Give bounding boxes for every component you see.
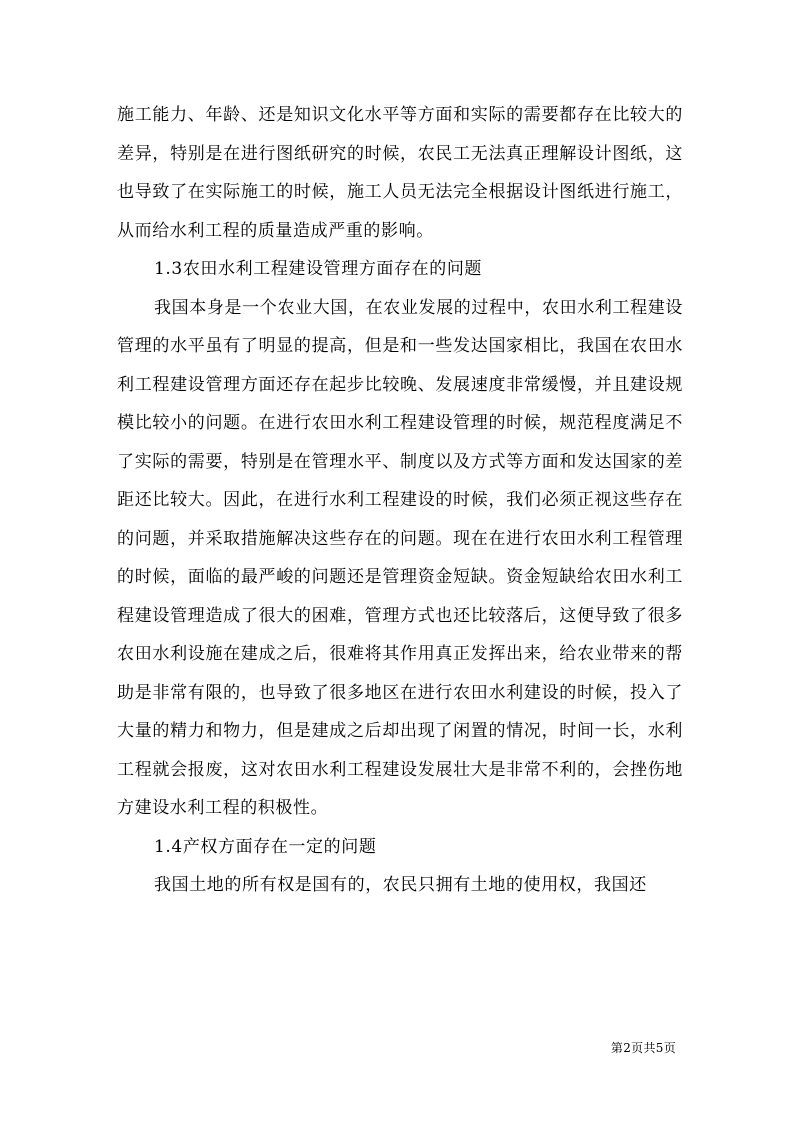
paragraph-management: 我国本身是一个农业大国，在农业发展的过程中，农田水利工程建设管理的水平虽有了明显的提高，但是和一些发达国家相比，我国在农田水利工程建设管理方面还存在起步比较晚、发展速度非常缓慢，并且建设规模比较小的问题。在进行农田水利工程建设管理的时候，规范程度满足不了实际的需要，特别是在管理水平、制度以及方式等方面和发达国家的差距还比较大。因此，在进行水利工程建设的时候，我们必须正视这些存在的问题，并采取措施解决这些存在的问题。现在在进行农田水利工程管理的时候，面临的最严峻的问题还是管理资金短缺。资金短缺给农田水利工程建设管理造成了很大的困难，管理方式也还比较落后，这便导致了很多农田水利设施在建成之后，很难将其作用真正发挥出来，给农业带来的帮助是非常有限的，也导致了很多地区在进行农田水利建设的时候，投入了大量的精力和物力，但是建成之后却出现了闲置的情况，时间一长，水利工程就会报废，这对农田水利工程建设发展壮大是非常不利的，会挫伤地方建设水利工程的积极性。 (117, 297, 683, 818)
section-heading-1-4: 1.4产权方面存在一定的问题 (154, 836, 377, 857)
paragraph-continued: 施工能力、年龄、还是知识文化水平等方面和实际的需要都存在比较大的差异，特别是在进行图纸研究的时候，农民工无法真正理解设计图纸，这也导致了在实际施工的时候，施工人员无法完全根据设计图纸进行施工，从而给水利工程的质量造成严重的影响。 (117, 105, 683, 241)
paragraph-property-rights: 我国土地的所有权是国有的，农民只拥有土地的使用权，我国还 (154, 875, 647, 895)
section-heading-1-3: 1.3农田水利工程建设管理方面存在的问题 (154, 259, 483, 279)
body-text (117, 96, 683, 905)
page-number: 第2页共5页 (610, 1041, 676, 1055)
